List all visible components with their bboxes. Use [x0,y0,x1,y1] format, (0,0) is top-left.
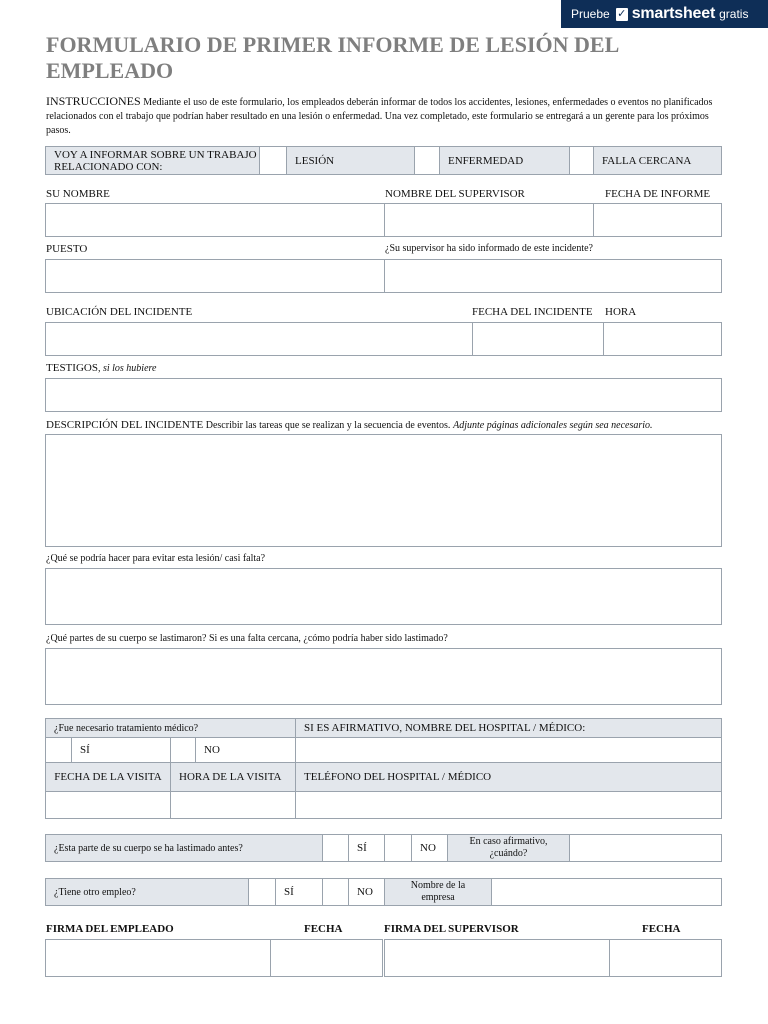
banner-prefix: Pruebe [571,7,610,21]
medical-yes-label: SÍ [71,737,171,763]
employee-signature-label: FIRMA DEL EMPLEADO [46,923,174,935]
medical-no-label: NO [195,737,296,763]
other-job-question: ¿Tiene otro empleo? [45,878,249,906]
report-type-label: VOY A INFORMAR SOBRE UN TRABAJO RELACIONADO CON: [45,146,260,175]
employee-date-label: FECHA [304,923,343,935]
witnesses-label [46,362,156,375]
supervisor-signature-label: FIRMA DEL SUPERVISOR [384,923,519,935]
smartsheet-banner[interactable] [561,0,768,28]
form-title: FORMULARIO DE PRIMER INFORME DE LESIÓN DEL EMPLEADO [46,32,619,83]
near-miss-option-label: FALLA CERCANA [593,146,722,175]
other-job-no-checkbox[interactable] [322,878,349,906]
hospital-name-label: SI ES AFIRMATIVO, NOMBRE DEL HOSPITAL / MÉDICO: [295,718,722,738]
prevent-field[interactable] [45,568,722,625]
supervisor-signature-field[interactable] [384,939,610,977]
incident-date-label: FECHA DEL INCIDENTE [472,306,593,318]
supervisor-name-label: NOMBRE DEL SUPERVISOR [385,188,525,200]
prior-injury-when-field[interactable] [569,834,722,862]
report-date-label: FECHA DE INFORME [605,188,711,200]
visit-time-label: HORA DE LA VISITA [170,762,296,792]
injury-option-label: LESIÓN [286,146,415,175]
position-label: PUESTO [46,243,88,255]
company-name-label: Nombre de la empresa [384,878,492,906]
description-field[interactable] [45,434,722,547]
visit-date-label: FECHA DE LA VISITA [45,762,171,792]
instructions-text: Mediante el uso de este formulario, los empleados deberán informar de todos los accidentes, lesiones, enfermedades o eventos no planificados relacionados con el trabajo que podrían haber resultado en una lesión o enfermedad. Una vez completado, este formulario se entregará a un gerente para los próximos pasos. [46,97,713,136]
hospital-phone-label: TELÉFONO DEL HOSPITAL / MÉDICO [295,762,722,792]
description-italic-note: Adjunte páginas adicionales según sea necesario. [453,420,653,431]
incident-location-label: UBICACIÓN DEL INCIDENTE [46,306,193,318]
supervisor-date-field[interactable] [609,939,722,977]
body-parts-field[interactable] [45,648,722,705]
illness-option-label: ENFERMEDAD [439,146,570,175]
employee-date-field[interactable] [270,939,383,977]
description-label [46,419,653,432]
prior-injury-yes-label: SÍ [348,834,385,862]
prior-injury-when-label: En caso afirmativo, ¿cuándo? [447,834,570,862]
other-job-yes-label: SÍ [275,878,323,906]
prior-injury-no-checkbox[interactable] [384,834,412,862]
time-label: HORA [605,306,637,318]
supervisor-name-field[interactable] [384,203,594,237]
incident-location-field[interactable] [45,322,473,356]
visit-date-field[interactable] [45,791,171,819]
witnesses-note: , si los hubiere [97,363,157,374]
description-note: Describir las tareas que se realizan y la secuencia de eventos. [203,420,451,431]
your-name-field[interactable] [45,203,385,237]
visit-time-field[interactable] [170,791,296,819]
supervisor-date-label: FECHA [642,923,681,935]
witnesses-title: TESTIGOS [46,362,98,374]
position-field[interactable] [45,259,385,293]
prior-injury-yes-checkbox[interactable] [322,834,349,862]
illness-checkbox[interactable] [414,146,440,175]
prior-injury-no-label: NO [411,834,448,862]
medical-no-checkbox[interactable] [170,737,196,763]
other-job-yes-checkbox[interactable] [248,878,276,906]
medical-question: ¿Fue necesario tratamiento médico? [45,718,296,738]
incident-date-field[interactable] [472,322,604,356]
time-field[interactable] [603,322,722,356]
banner-brand: smartsheet [631,5,716,22]
supervisor-informed-label: ¿Su supervisor ha sido informado de este incidente? [385,243,593,254]
employee-signature-field[interactable] [45,939,271,977]
checkmark-logo-icon: ✓ [617,7,627,20]
injury-checkbox[interactable] [259,146,287,175]
witnesses-field[interactable] [45,378,722,412]
instructions [46,94,726,138]
near-miss-checkbox[interactable] [569,146,594,175]
supervisor-informed-field[interactable] [384,259,722,293]
banner-suffix: gratis [719,7,749,21]
company-name-field[interactable] [491,878,722,906]
hospital-name-field[interactable] [295,737,722,763]
hospital-phone-field[interactable] [295,791,722,819]
prior-injury-question: ¿Esta parte de su cuerpo se ha lastimado antes? [45,834,323,862]
your-name-label: SU NOMBRE [46,188,110,200]
medical-yes-checkbox[interactable] [45,737,72,763]
report-date-field[interactable] [593,203,722,237]
prevent-label: ¿Qué se podría hacer para evitar esta lesión/ casi falta? [46,553,266,564]
instructions-lead: INSTRUCCIONES [46,94,141,108]
other-job-no-label: NO [348,878,385,906]
body-parts-label: ¿Qué partes de su cuerpo se lastimaron? Si es una falta cercana, ¿cómo podría haber sido lastimado? [46,633,448,644]
description-title: DESCRIPCIÓN DEL INCIDENTE [46,419,204,431]
